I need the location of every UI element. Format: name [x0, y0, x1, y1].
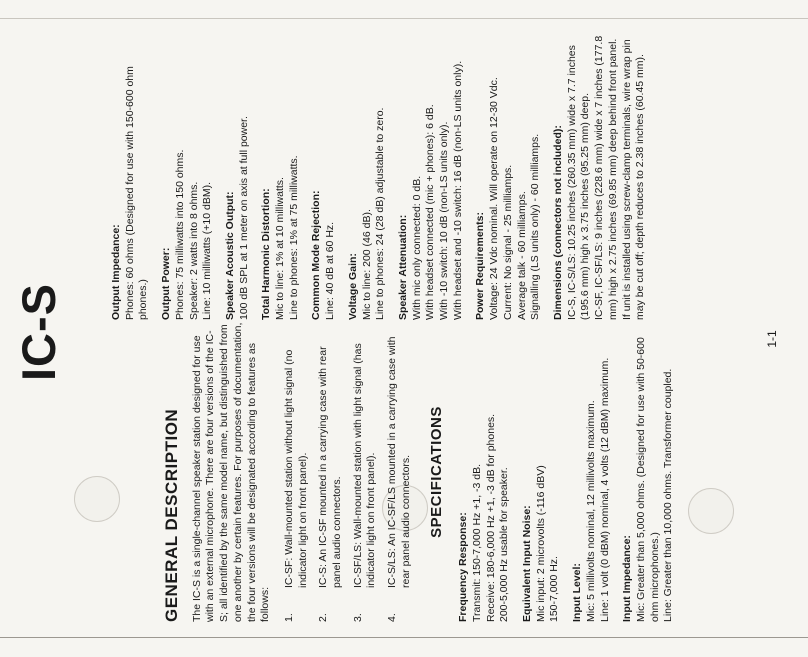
spec-section-title: Voltage Gain:	[346, 253, 359, 320]
page-title: IC-S	[12, 283, 65, 381]
spec-line: Phones: 60 ohms (Designed for use with 150-600 ohm phones.)	[123, 66, 150, 320]
spec-section-title: Dimensions (connectors not included):	[551, 125, 564, 320]
list-item: 3. IC-SF/LS: Wall-mounted station with light signal (has indicator light on front panel).	[351, 343, 378, 622]
spec-section-title: Output Power:	[160, 247, 173, 320]
spec-line: With headset connected (mic + phones): 6 dB.	[424, 104, 437, 320]
spec-section	[621, 322, 676, 622]
spec-line: Transmit: 150-7,000 Hz +1, -3 dB.	[470, 463, 483, 622]
spec-line: Average talk - 60 milliamps.	[515, 191, 528, 320]
spec-line: Voltage: 24 Vdc nominal. Will operate on 12-30 Vdc.	[488, 77, 501, 320]
spec-section	[521, 322, 562, 622]
spec-section-title: Frequency Response:	[457, 512, 470, 622]
version-list	[283, 322, 414, 622]
spec-line: Mic to line: 200 (46 dB).	[360, 209, 373, 320]
spec-line: Current: No signal - 25 milliamps.	[501, 164, 514, 320]
spec-line: Mic: 5 millivolts nominal, 12 millivolts maximum.	[584, 400, 597, 622]
spec-line: Mic to line: 1% at 10 milliwatts.	[274, 177, 287, 320]
left-spec-sections	[457, 322, 676, 622]
list-item: 2. IC-S: An IC-SF mounted in a carrying case with rear panel audio connectors.	[317, 346, 344, 622]
spec-section-title: Speaker Attenuation:	[396, 214, 409, 320]
spec-section	[474, 32, 543, 320]
spec-section	[160, 32, 215, 320]
spec-section-title: Equivalent Input Noise:	[521, 505, 534, 622]
spec-line: IC-S, IC-S/LS: 10.25 inches (260.35 mm) wide x 7.7 inches (195.6 mm) high x 3.75 inches (95.25 mm) deep.	[565, 45, 592, 320]
spec-section	[571, 322, 612, 622]
rotated-document-page	[12, 27, 779, 642]
left-column	[110, 322, 685, 622]
spec-line: Line: 10 milliwatts (+10 dBM).	[201, 181, 214, 320]
spec-line: Signalling (LS units only) - 60 milliamps.	[529, 133, 542, 320]
spec-section-title: Common Mode Rejection:	[310, 190, 323, 320]
right-column	[110, 32, 657, 320]
spec-section-title: Speaker Acoustic Output:	[223, 191, 236, 320]
page-top-edge	[0, 18, 808, 19]
spec-line: 150-7,000 Hz.	[548, 556, 561, 622]
list-item: 1. IC-SF: Wall-mounted station without light signal (no indicator light on front panel).	[282, 349, 309, 622]
spec-line: Speaker: 2 watts into 8 ohms.	[187, 181, 200, 320]
spec-line: Phones: 75 milliwatts into 150 ohms.	[173, 149, 186, 320]
spec-section-title: Power Requirements:	[474, 212, 487, 320]
spec-line: Line: Greater than 10,000 ohms. Transformer coupled.	[662, 368, 675, 622]
spec-line: With -10 switch: 10 dB (non-LS units only).	[438, 121, 451, 320]
spec-section	[457, 322, 512, 622]
general-description-heading: GENERAL DESCRIPTION	[162, 408, 181, 622]
spec-line: Mic: Greater than 5,000 ohms. (Designed for use with 50-600 ohm microphones.)	[634, 337, 661, 622]
spec-section-title: Total Harmonic Distortion:	[260, 188, 273, 320]
right-spec-sections	[110, 32, 648, 320]
spec-section	[224, 32, 251, 320]
spec-section-title: Input Impedance:	[621, 535, 634, 622]
spec-line: Line to phones: 1% at 75 milliwatts.	[287, 155, 300, 320]
spec-line: 100 dB SPL at 1 meter on axis at full power.	[237, 116, 250, 320]
specifications-heading: SPECIFICATIONS	[427, 406, 445, 538]
spec-line: Mic input: 2 microvolts (-116 dBV)	[534, 465, 547, 622]
spec-line: Line: 40 dB at 60 Hz.	[324, 221, 337, 320]
general-description-text: The IC-S is a single-channel speaker station designed for use with an external microphone. There are four versions of the IC-S; all identified by the same model name, but distinguished from one another by certain features. For purposes of documentation, the four versions will be designated according to features as follows:	[190, 322, 272, 622]
spec-section-title: Output Impedance:	[110, 224, 122, 320]
spec-section	[552, 32, 648, 320]
spec-section	[347, 32, 388, 320]
list-item: 4. IC-S/LS: An IC-SF/LS mounted in a carrying case with rear panel audio connectors.	[386, 336, 412, 622]
spec-line: Line to phones: 24 (28 dB) adjustable to zero.	[374, 107, 387, 320]
spec-line: 200-5,000 Hz usable for speaker.	[498, 467, 511, 622]
spec-line: Receive: 180-6,000 Hz +1, -3 dB for phones.	[484, 413, 497, 622]
spec-line: With headset and -10 switch: 16 dB (non-LS units only).	[451, 60, 464, 320]
spec-section	[110, 32, 151, 320]
spec-line: With mic only connected: 0 dB.	[410, 175, 423, 320]
spec-section	[260, 32, 301, 320]
spec-section-title: Input Level:	[571, 563, 584, 622]
spec-line: Line: 1 volt (0 dBM) nominal, 4 volts (12 dBM) maximum.	[598, 357, 611, 622]
spec-section	[310, 32, 337, 320]
spec-line: IC-SF, IC-SF/LS: 9 inches (228.6 mm) wide x 7 inches (177.8 mm) high x 2.75 inches (69.85 mm) deep behind front panel. If unit is installed using screw-clamp terminals, wire wrap pin may be cut off; depth reduces to 2.38 inches (60.45 mm).	[593, 35, 647, 320]
page-number: 1-1	[765, 330, 779, 348]
spec-section	[397, 32, 466, 320]
